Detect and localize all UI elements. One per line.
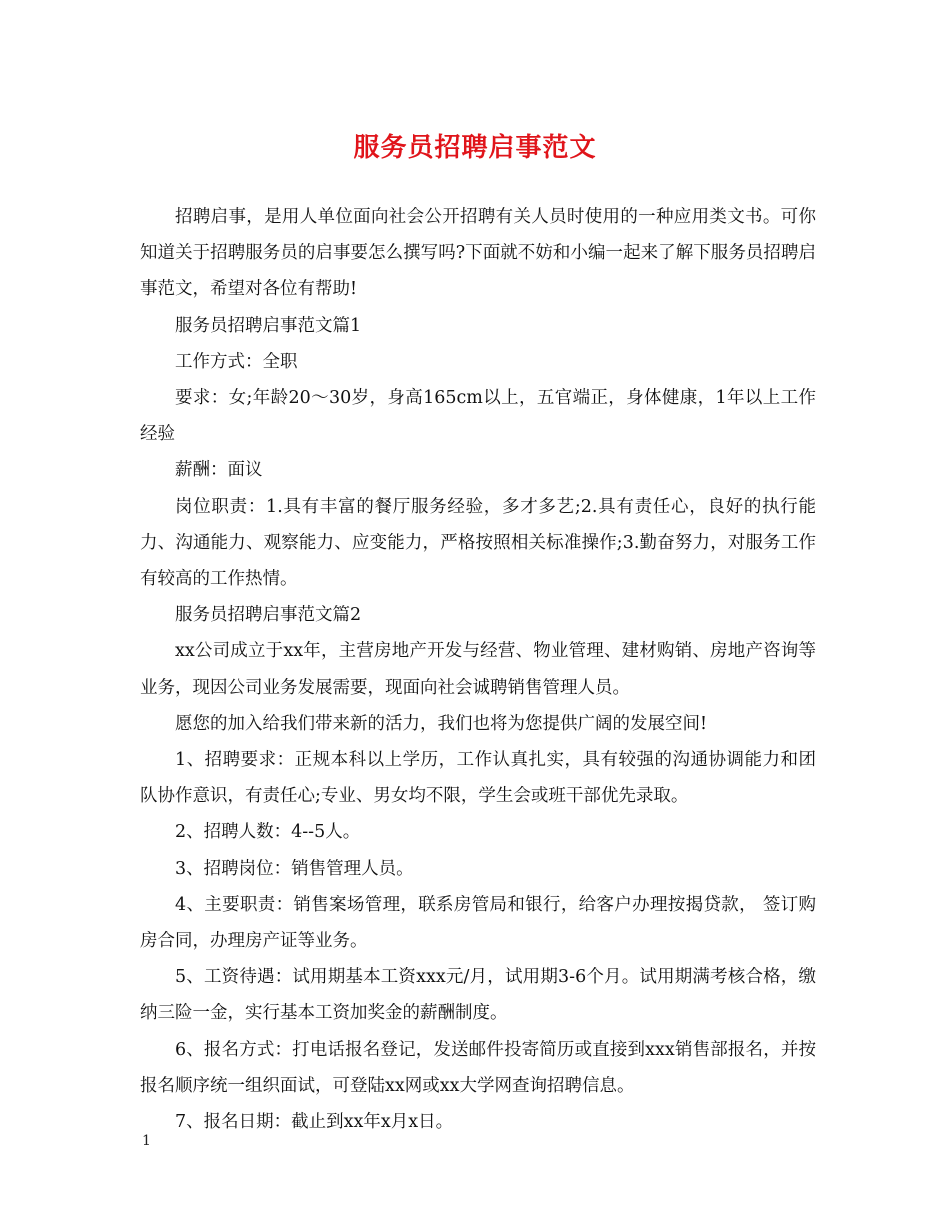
paragraph-section-2-heading: 服务员招聘启事范文篇2 xyxy=(175,605,362,626)
paragraph-work-mode: 工作方式：全职 xyxy=(175,351,298,372)
paragraph-intro: 招聘启事，是用人单位面向社会公开招聘有关人员时使用的一种应用类文书。可你知道关于招聘服务员的启事要怎么撰写吗?下面就不妨和小编一起来了解下服务员招聘启事范文，希望对各位有帮助! xyxy=(140,207,816,300)
paragraph-section-1-heading: 服务员招聘启事范文篇1 xyxy=(175,315,362,336)
paragraph-item-7: 7、报名日期：截止到xx年x月x日。 xyxy=(175,1112,454,1133)
paragraph-item-3: 3、招聘岗位：销售管理人员。 xyxy=(175,858,414,879)
paragraph-requirements: 要求：女;年龄20～30岁，身高165cm以上，五官端正，身体健康，1年以上工作经验 xyxy=(140,388,816,445)
document-title: 服务员招聘启事范文 xyxy=(353,133,597,163)
paragraph-item-6: 6、报名方式：打电话报名登记，发送邮件投寄简历或直接到xxx销售部报名，并按报名顺序统一组织面试，可登陆xx网或xx大学网查询招聘信息。 xyxy=(140,1039,816,1096)
paragraph-welcome: 愿您的加入给我们带来新的活力，我们也将为您提供广阔的发展空间! xyxy=(175,713,708,734)
paragraph-item-1: 1、招聘要求：正规本科以上学历，工作认真扎实，具有较强的沟通协调能力和团队协作意识，有责任心;专业、男女均不限，学生会或班干部优先录取。 xyxy=(140,750,816,807)
paragraph-duties: 岗位职责：1.具有丰富的餐厅服务经验，多才多艺;2.具有责任心，良好的执行能力、沟通能力、观察能力、应变能力，严格按照相关标准操作;3.勤奋努力，对服务工作有较高的工作热情。 xyxy=(140,496,816,590)
paragraph-item-5: 5、工资待遇：试用期基本工资xxx元/月，试用期3-6个月。试用期满考核合格，缴纳三险一金，实行基本工资加奖金的薪酬制度。 xyxy=(140,967,816,1024)
paragraph-item-2: 2、招聘人数：4--5人。 xyxy=(175,822,361,843)
document-body xyxy=(140,199,816,1140)
paragraph-salary: 薪酬：面议 xyxy=(175,460,263,481)
paragraph-item-4: 4、主要职责：销售案场管理，联系房管局和银行，给客户办理按揭贷款， 签订购房合同，办理房产证等业务。 xyxy=(140,894,816,952)
page-number: 1 xyxy=(142,1133,151,1149)
paragraph-company-intro: xx公司成立于xx年，主营房地产开发与经营、物业管理、建材购销、房地产咨询等业务，现因公司业务发展需要，现面向社会诚聘销售管理人员。 xyxy=(140,641,816,698)
